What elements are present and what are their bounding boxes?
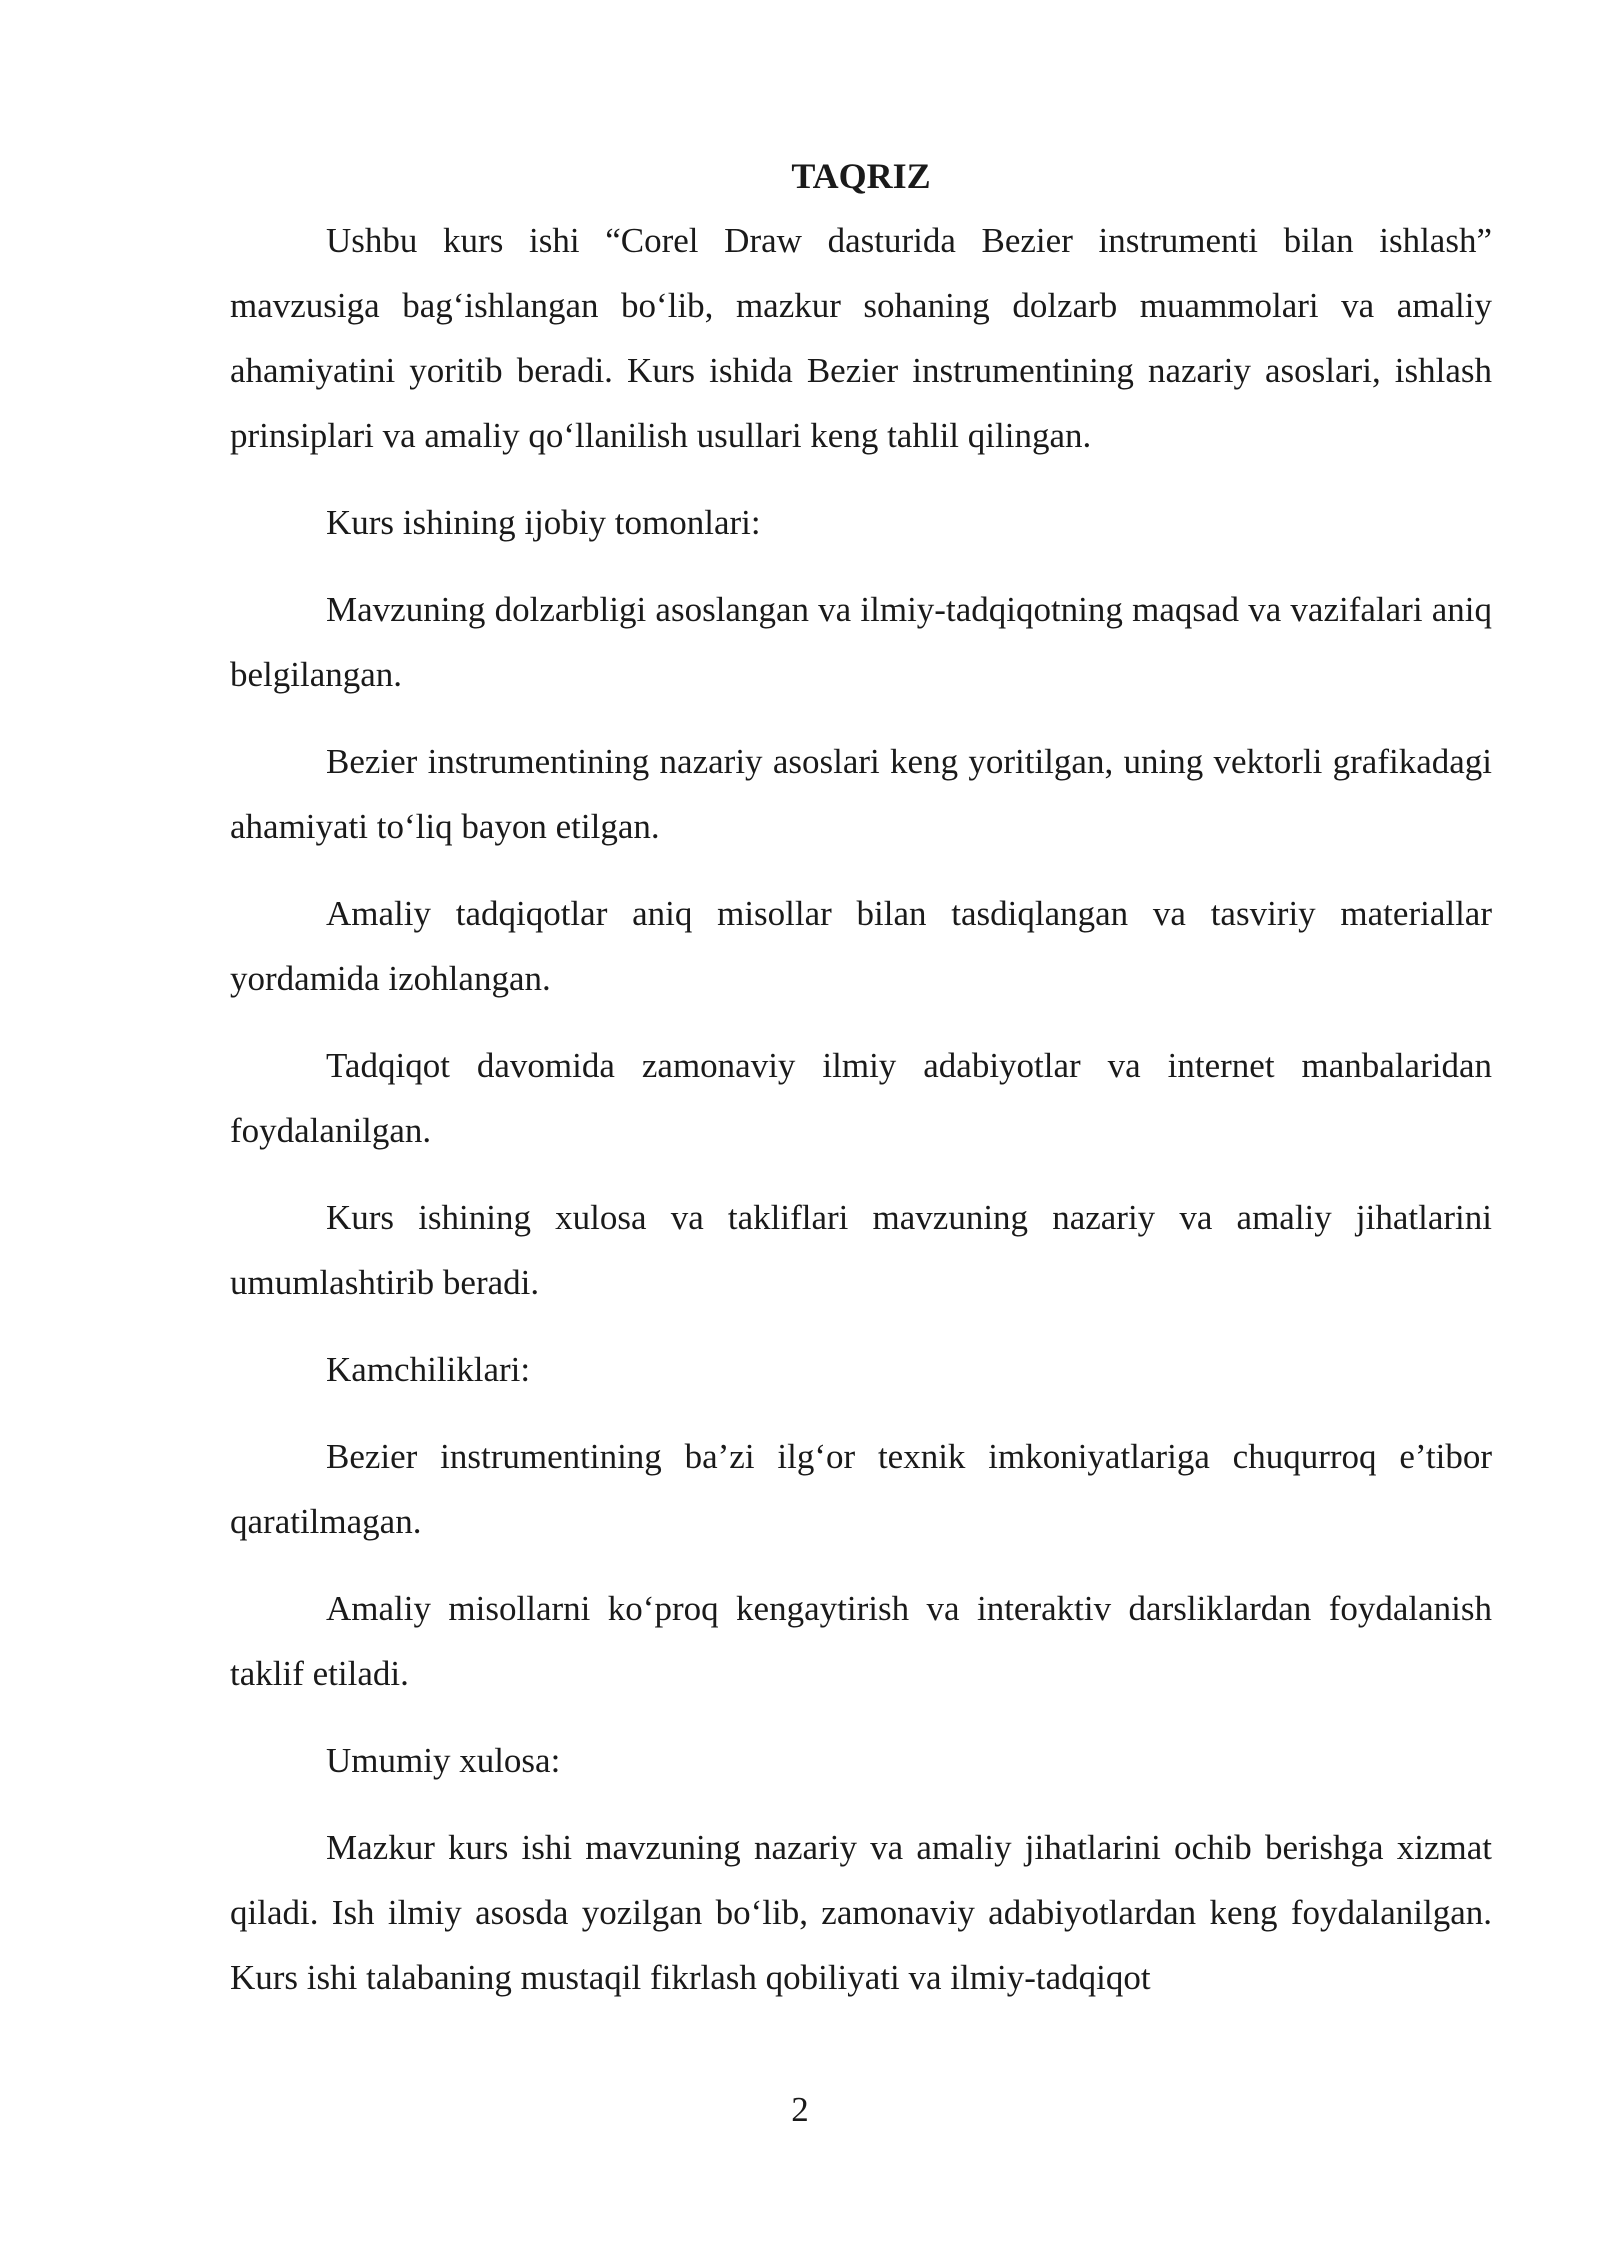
positive-point-theory: Bezier instrumentining nazariy asoslari keng yoritilgan, uning vektorli grafikadagi ahamiyati to‘liq bayon etilgan. bbox=[230, 742, 1492, 846]
page-number: 2 bbox=[791, 2090, 809, 2129]
summary-paragraph: Mazkur kurs ishi mavzuning nazariy va amaliy jihatlarini ochib berishga xizmat qiladi. Ish ilmiy asosda yozilgan bo‘lib, zamonaviy adabiyotlardan keng foydalanilgan. Kurs ishi talabaning mustaqil fikrlash qobiliyati va ilmiy-tadqiqot bbox=[230, 1828, 1492, 1997]
review-intro-paragraph: Ushbu kurs ishi “Corel Draw dasturida Bezier instrumenti bilan ishlash” mavzusiga bag‘ishlangan bo‘lib, mazkur sohaning dolzarb muammolari va amaliy ahamiyatini yoritib beradi. Kurs ishida Bezier instrumentining nazariy asoslari, ishlash prinsiplari va amaliy qo‘llanilish usullari keng tahlil qilingan. bbox=[230, 221, 1492, 455]
shortcoming-point-features: Bezier instrumentining ba’zi ilg‘or texnik imkoniyatlariga chuqurroq e’tibor qaratilmagan. bbox=[230, 1437, 1492, 1541]
positive-point-practice: Amaliy tadqiqotlar aniq misollar bilan tasdiqlangan va tasviriy materiallar yordamida izohlangan. bbox=[230, 894, 1492, 998]
positive-point-relevance: Mavzuning dolzarbligi asoslangan va ilmiy-tadqiqotning maqsad va vazifalari aniq belgilangan. bbox=[230, 590, 1492, 694]
document-page bbox=[230, 150, 1492, 2032]
positive-point-conclusions: Kurs ishining xulosa va takliflari mavzuning nazariy va amaliy jihatlarini umumlashtirib beradi. bbox=[230, 1198, 1492, 1302]
shortcoming-point-examples: Amaliy misollarni ko‘proq kengaytirish va interaktiv darsliklardan foydalanish taklif etiladi. bbox=[230, 1589, 1492, 1693]
document-title: TAQRIZ bbox=[791, 156, 931, 196]
positive-point-sources: Tadqiqot davomida zamonaviy ilmiy adabiyotlar va internet manbalaridan foydalanilgan. bbox=[230, 1046, 1492, 1150]
summary-heading: Umumiy xulosa: bbox=[326, 1741, 561, 1780]
positives-heading: Kurs ishining ijobiy tomonlari: bbox=[326, 503, 761, 542]
shortcomings-heading: Kamchiliklari: bbox=[326, 1350, 531, 1389]
